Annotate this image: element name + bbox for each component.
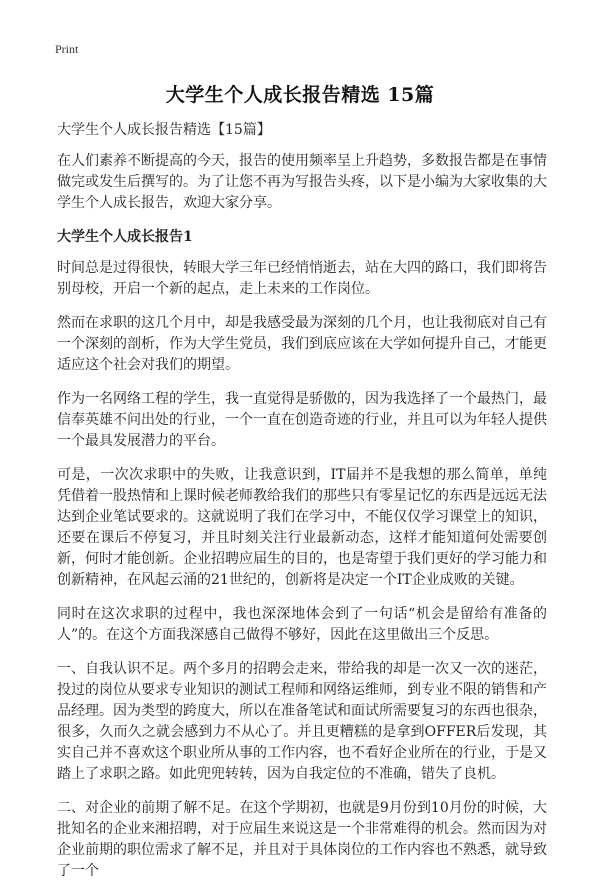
- document-body: [57, 120, 547, 895]
- body-paragraph: 一、自我认识不足。两个多月的招聘会走来，带给我的却是一次又一次的迷茫，投过的岗位从要求专业知识的测试工程师和网络运维师，到专业不限的销售和产品经理。因为类型的跨度大，所以在准备笔试和面试所需要复习的东西也很杂，很多，久而久之就会感到力不从心了。并且更糟糕的是拿到OFFER后发现，其实自己并不喜欢这个职业所从事的工作内容，也不看好企业所在的行业，于是又踏上了求职之路。如此兜兜转转，因为自我定位的不准确，错失了良机。: [57, 661, 547, 782]
- body-paragraph: 可是，一次次求职中的失败，让我意识到，IT届并不是我想的那么简单，单纯凭借着一股热情和上课时候老师教给我们的那些只有零星记忆的东西是远远无法达到企业笔试要求的。这就说明了我们在学习中，不能仅仅学习课堂上的知识，还要在课后不停复习，并且时刻关注行业最新动态，这样才能知道何处需要创新，何时才能创新。企业招聘应届生的目的，也是寄望于我们更好的学习能力和创新精神，在风起云涌的21世纪的，创新将是决定一个IT企业成败的关键。: [57, 467, 547, 588]
- body-paragraph: 二、对企业的前期了解不足。在这个学期初，也就是9月份到10月份的时候，大批知名的企业来湘招聘，对于应届生来说这是一个非常难得的机会。然而因为对企业前期的职位需求了解不足，并且对于具体岗位的工作内容也不熟悉，就导致了一个: [57, 800, 547, 879]
- body-paragraph: 时间总是过得很快，转眼大学三年已经悄悄逝去，站在大四的路口，我们即将告别母校，开启一个新的起点，走上未来的工作岗位。: [57, 260, 547, 297]
- body-paragraph: 同时在这次求职的过程中，我也深深地体会到了一句话“机会是留给有准备的人”的。在这个方面我深感自己做得不够好，因此在这里做出三个反思。: [57, 606, 547, 643]
- intro-paragraph: 在人们素养不断提高的今天，报告的使用频率呈上升趋势，多数报告都是在事情做完或发生后撰写的。为了让您不再为写报告头疼，以下是小编为大家收集的大学生个人成长报告，欢迎大家分享。: [57, 153, 547, 211]
- document-subtitle: 大学生个人成长报告精选【15篇】: [57, 122, 271, 138]
- print-link[interactable]: Print: [55, 42, 79, 56]
- body-paragraph: 作为一名网络工程的学生，我一直觉得是骄傲的，因为我选择了一个最热门，最信奉英雄不问出处的行业，一个一直在创造奇迹的行业，并且可以为年轻人提供一个最具发展潜力的平台。: [57, 391, 547, 449]
- document-title: 大学生个人成长报告精选 15篇: [165, 84, 435, 106]
- section-heading: 大学生个人成长报告1: [57, 229, 193, 245]
- body-paragraph: 然而在求职的这几个月中，却是我感受最为深刻的几个月，也让我彻底对自己有一个深刻的剖析，作为大学生党员，我们到底应该在大学如何提升自己，才能更适应这个社会对我们的期望。: [57, 315, 547, 373]
